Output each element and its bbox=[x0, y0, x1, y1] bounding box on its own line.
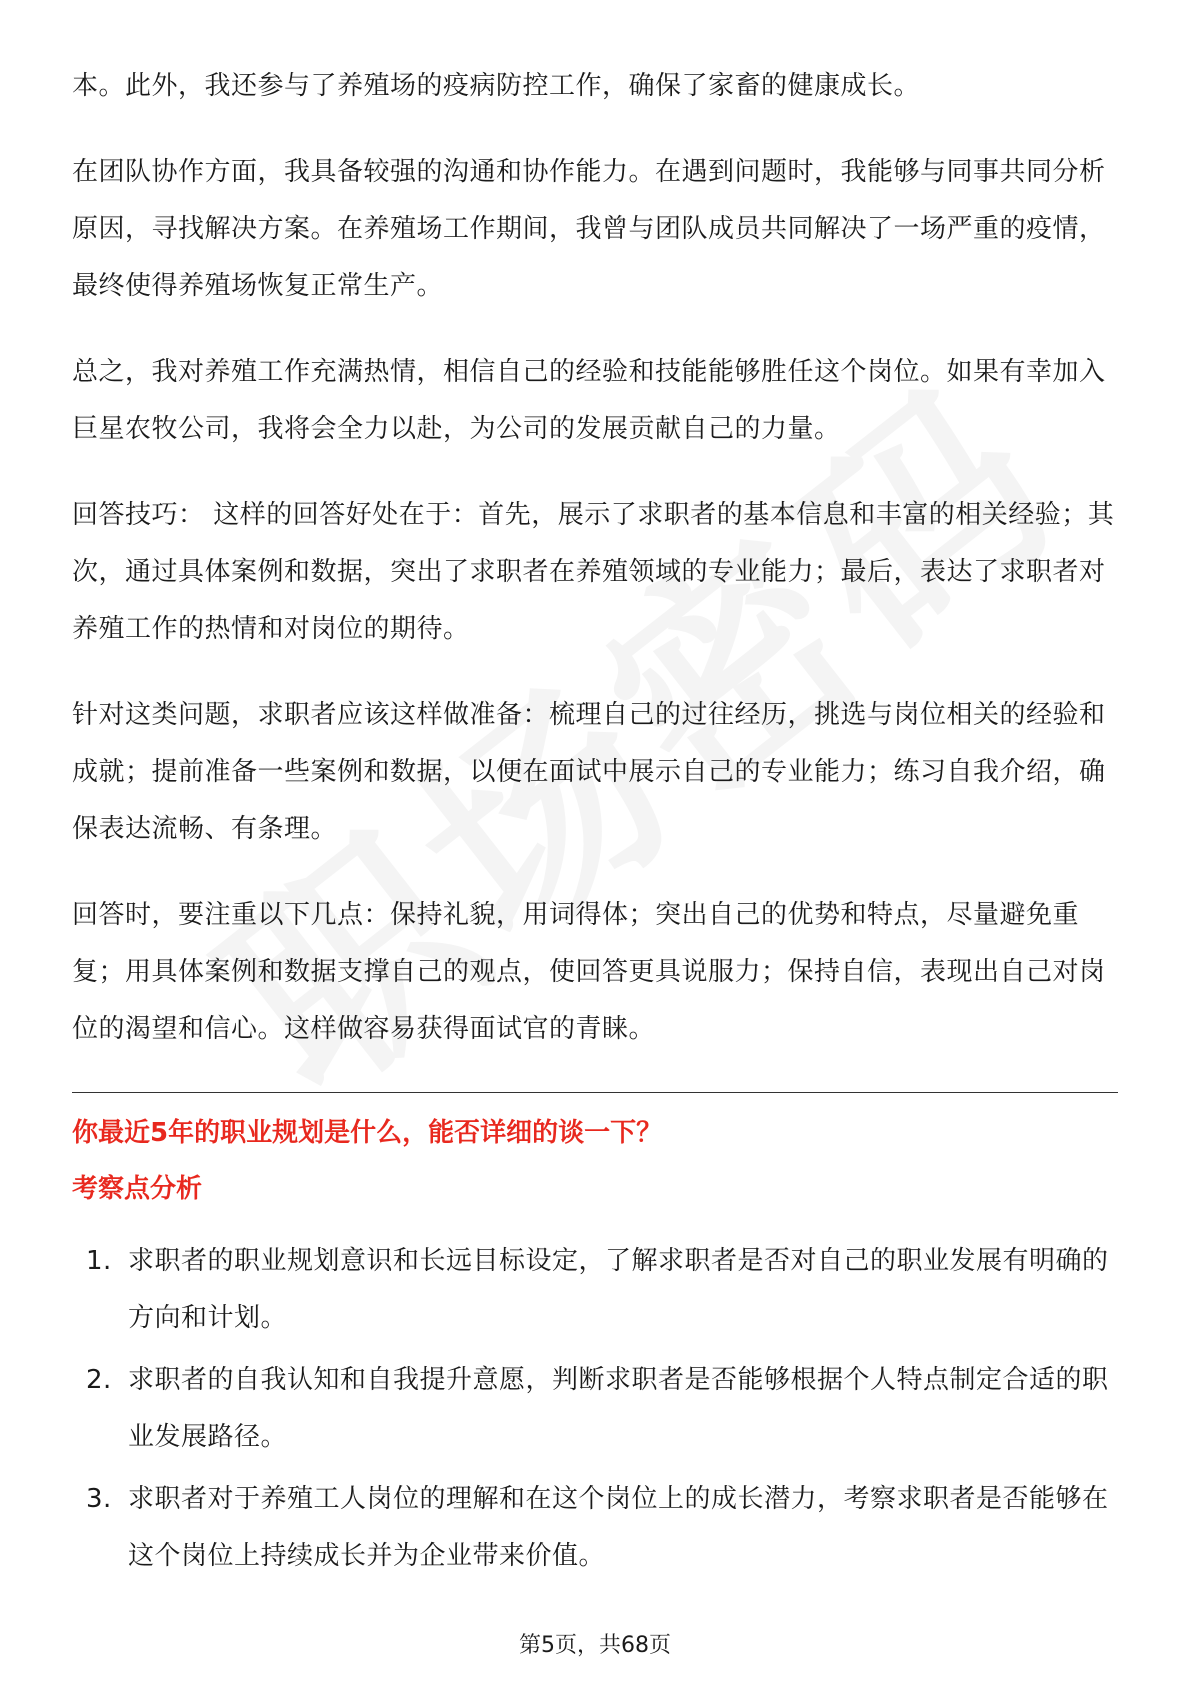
section-divider bbox=[72, 1092, 1118, 1093]
paragraph: 回答时，要注重以下几点：保持礼貌，用词得体；突出自己的优势和特点，尽量避免重复；用具体案例和数据支撑自己的观点，使回答更具说服力；保持自信，表现出自己对岗位的渴望和信心。这样做容易获得面试官的青睐。 bbox=[72, 900, 1106, 1044]
question-heading: 你最近5年的职业规划是什么，能否详细的谈一下？ bbox=[72, 1118, 663, 1148]
page-number: 第5页，共68页 bbox=[519, 1633, 671, 1658]
list-item-text: 求职者的职业规划意识和长远目标设定，了解求职者是否对自己的职业发展有明确的方向和计划。 bbox=[128, 1246, 1109, 1333]
list-item-text: 求职者对于养殖工人岗位的理解和在这个岗位上的成长潜力，考察求职者是否能够在这个岗位上持续成长并为企业带来价值。 bbox=[128, 1484, 1109, 1571]
section-title: 考察点分析 bbox=[72, 1174, 203, 1204]
paragraph: 本。此外，我还参与了养殖场的疫病防控工作，确保了家畜的健康成长。 bbox=[72, 71, 921, 101]
list-item bbox=[72, 1471, 1118, 1585]
analysis-list bbox=[72, 1233, 1118, 1585]
list-item bbox=[72, 1233, 1118, 1347]
paragraph: 在团队协作方面，我具备较强的沟通和协作能力。在遇到问题时，我能够与同事共同分析原因，寻找解决方案。在养殖场工作期间，我曾与团队成员共同解决了一场严重的疫情，最终使得养殖场恢复正常生产。 bbox=[72, 157, 1106, 301]
paragraph: 回答技巧： 这样的回答好处在于：首先，展示了求职者的基本信息和丰富的相关经验；其次，通过具体案例和数据，突出了求职者在养殖领域的专业能力；最后，表达了求职者对养殖工作的热情和对岗位的期待。 bbox=[72, 500, 1115, 644]
list-item-number: 2. bbox=[86, 1365, 112, 1395]
list-item-number: 3. bbox=[86, 1484, 112, 1514]
page-content bbox=[72, 58, 1118, 1590]
paragraph: 总之，我对养殖工作充满热情，相信自己的经验和技能能够胜任这个岗位。如果有幸加入巨星农牧公司，我将会全力以赴，为公司的发展贡献自己的力量。 bbox=[72, 357, 1106, 444]
paragraph: 针对这类问题，求职者应该这样做准备：梳理自己的过往经历，挑选与岗位相关的经验和成就；提前准备一些案例和数据，以便在面试中展示自己的专业能力；练习自我介绍，确保表达流畅、有条理。 bbox=[72, 700, 1106, 844]
list-item-number: 1. bbox=[86, 1246, 112, 1276]
list-item bbox=[72, 1352, 1118, 1466]
list-item-text: 求职者的自我认知和自我提升意愿，判断求职者是否能够根据个人特点制定合适的职业发展路径。 bbox=[128, 1365, 1109, 1452]
